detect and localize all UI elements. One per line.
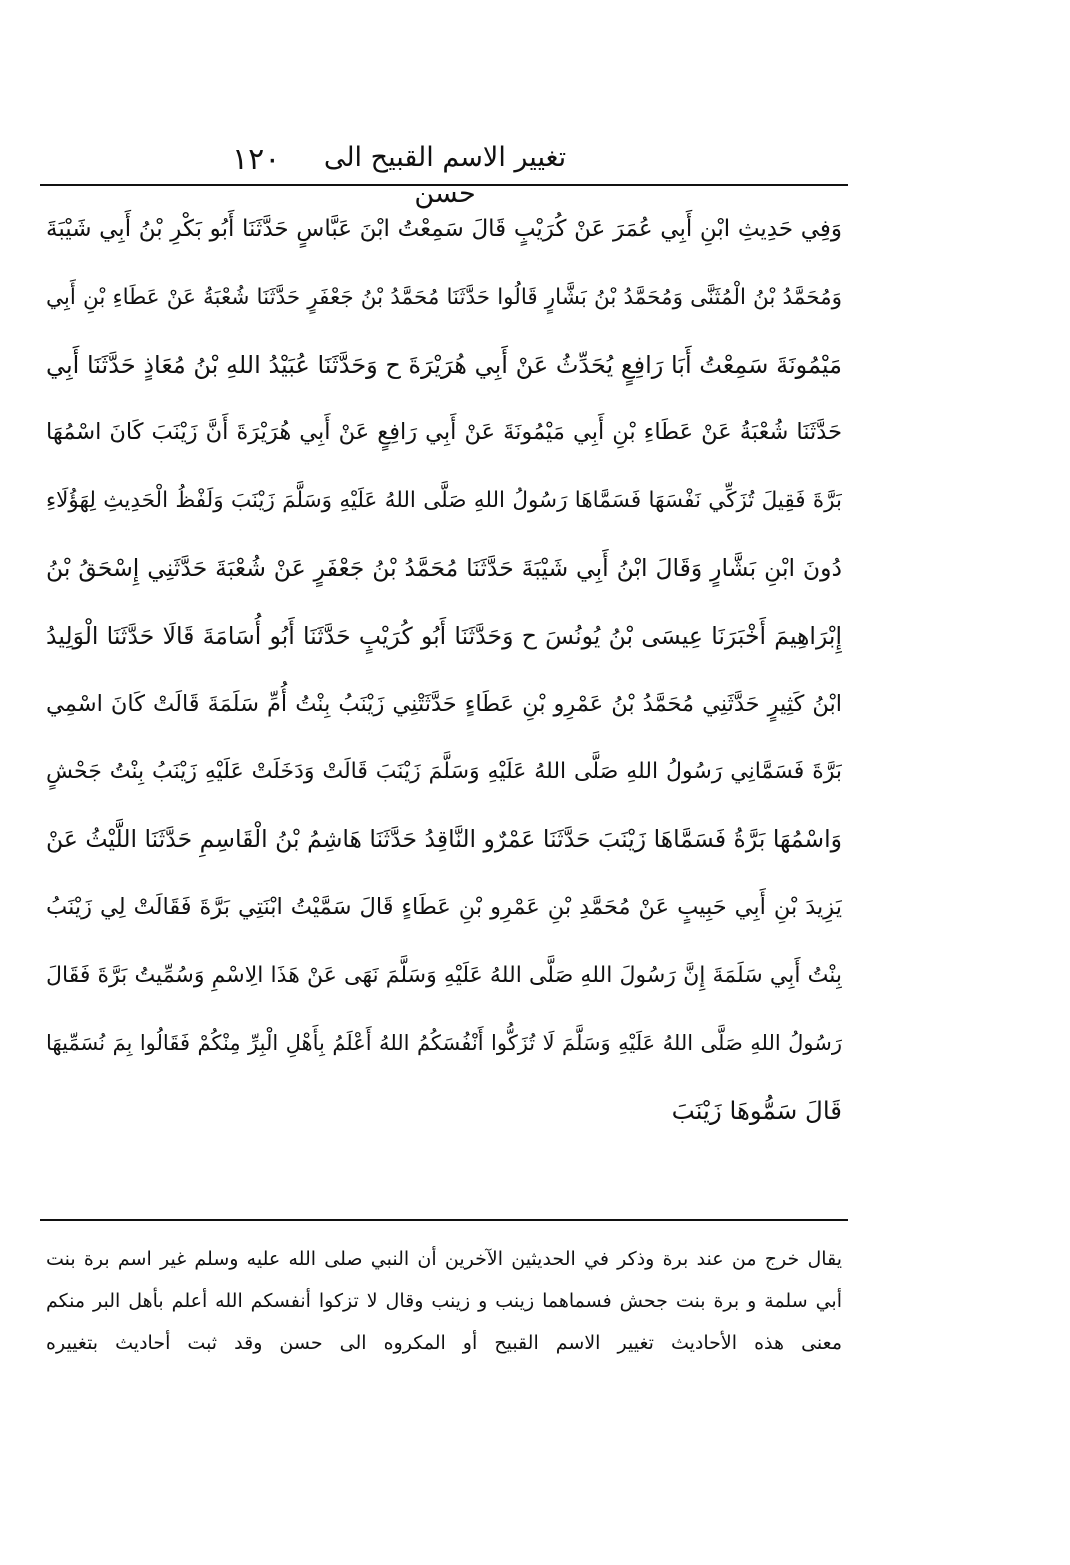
text-line: حَدَّثَنَا شُعْبَةُ عَنْ عَطَاءِ بْنِ أَبِي مَيْمُونَةَ عَنْ أَبِي رَافِعٍ عَنْ أَبِي هُرَيْرَةَ أَنَّ زَيْنَبَ كَانَ اسْمُهَا [46, 419, 842, 446]
main-text [46, 196, 842, 1145]
text-line: وَفِي حَدِيثِ ابْنِ أَبِي عُمَرَ عَنْ كُرَيْبٍ قَالَ سَمِعْتُ ابْنَ عَبَّاسٍ حَدَّثَنَا أَبُو بَكْرِ بْنُ أَبِي شَيْبَةَ [46, 216, 842, 242]
text-line: دُونَ ابْنِ بَشَّارٍ وَقَالَ ابْنُ أَبِي شَيْبَةَ حَدَّثَنَا مُحَمَّدُ بْنُ جَعْفَرٍ عَنْ شُعْبَةَ حَدَّثَنِي إِسْحَقُ بْنُ [46, 553, 842, 582]
footnote-line: أبي سلمة و برة بنت جحش فسماهما زينب و زينب وقال لا تزكوا أنفسكم الله أعلم بأهل البر منكم [46, 1290, 842, 1312]
text-line: بَرَّةَ فَسَمَّانِي رَسُولُ اللهِ صَلَّى اللهُ عَلَيْهِ وَسَلَّمَ زَيْنَبَ قَالَتْ وَدَخَلَتْ عَلَيْهِ زَيْنَبُ بِنْتُ جَحْشٍ [46, 759, 842, 785]
text-line: رَسُولُ اللهِ صَلَّى اللهُ عَلَيْهِ وَسَلَّمَ لَا تُزَكُّوا أَنْفُسَكُمُ اللهُ أَعْلَمُ بِأَهْلِ الْبِرِّ مِنْكُمْ فَقَالُوا بِمَ نُسَمِّيهَا [46, 1030, 842, 1055]
text-line: يَزِيدَ بْنِ أَبِي حَبِيبٍ عَنْ مُحَمَّدِ بْنِ عَمْرِو بْنِ عَطَاءٍ قَالَ سَمَّيْتُ ابْنَتِي بَرَّةَ فَقَالَتْ لِي زَيْنَبُ [46, 893, 842, 920]
text-line: وَمُحَمَّدُ بْنُ الْمُثَنَّى وَمُحَمَّدُ بْنُ بَشَّارٍ قَالُوا حَدَّثَنَا مُحَمَّدُ بْنُ جَعْفَرٍ حَدَّثَنَا شُعْبَةُ عَنْ عَطَاءِ بْنِ أَبِي [46, 284, 842, 310]
text-line: بَرَّةَ فَقِيلَ تُزَكِّي نَفْسَهَا فَسَمَّاهَا رَسُولُ اللهِ صَلَّى اللهُ عَلَيْهِ وَسَلَّمَ زَيْنَبَ وَلَفْظُ الْحَدِيثِ لِهَؤُلَاءِ [46, 488, 842, 514]
running-title: تغيير الاسم القبيح الى حسن [323, 142, 567, 209]
footnote [46, 1238, 842, 1364]
text-line: إِبْرَاهِيمَ أَخْبَرَنَا عِيسَى بْنُ يُونُسَ ح وَحَدَّثَنَا أَبُو كُرَيْبٍ حَدَّثَنَا أَبُو أُسَامَةَ قَالَا حَدَّثَنَا الْوَلِيدُ [46, 621, 842, 650]
text-line: ابْنُ كَثِيرٍ حَدَّثَنِي مُحَمَّدُ بْنُ عَمْرِو بْنِ عَطَاءٍ حَدَّثَتْنِي زَيْنَبُ بِنْتُ أُمِّ سَلَمَةَ قَالَتْ كَانَ اسْمِي [46, 690, 842, 717]
text-line: بِنْتُ أَبِي سَلَمَةَ إِنَّ رَسُولَ اللهِ صَلَّى اللهُ عَلَيْهِ وَسَلَّمَ نَهَى عَنْ هَذَا الِاسْمِ وَسُمِّيتُ بَرَّةَ فَقَالَ [46, 962, 842, 988]
footnote-rule [40, 1219, 848, 1221]
text-line: وَاسْمُهَا بَرَّةُ فَسَمَّاهَا زَيْنَبَ حَدَّثَنَا عَمْرٌو النَّاقِدُ حَدَّثَنَا هَاشِمُ بْنُ الْقَاسِمِ حَدَّثَنَا اللَّيْثُ عَنْ [46, 825, 842, 854]
footnote-line: يقال خرج من عند برة وذكر في الحديثين الآخرين أن النبي صلى الله عليه وسلم غير اسم برة بنت [46, 1248, 842, 1270]
footnote-line: معنى هذه الأحاديث تغيير الاسم القبيح أو المكروه الى حسن وقد ثبت أحاديث بتغييره [46, 1332, 842, 1354]
header-rule [40, 184, 848, 186]
text-line: مَيْمُونَةَ سَمِعْتُ أَبَا رَافِعٍ يُحَدِّثُ عَنْ أَبِي هُرَيْرَةَ ح وَحَدَّثَنَا عُبَيْدُ اللهِ بْنُ مُعَاذٍ حَدَّثَنَا أَبِي [46, 350, 842, 379]
page-number: ١٢٠ [232, 142, 281, 177]
text-line: قَالَ سَمُّوهَا زَيْنَبَ [671, 1096, 842, 1126]
